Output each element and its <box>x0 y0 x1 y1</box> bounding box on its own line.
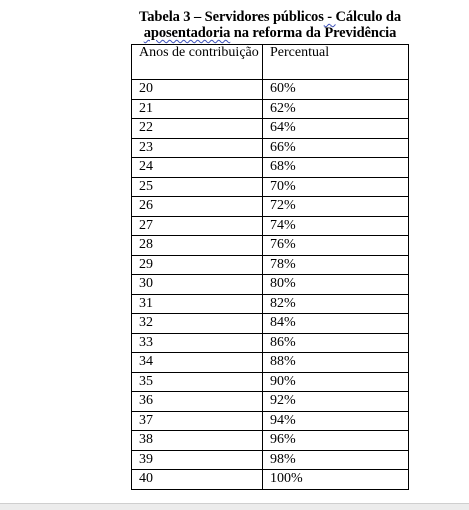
percent-cell: 84% <box>263 314 409 334</box>
table-row <box>132 450 409 470</box>
percent-cell: 92% <box>263 392 409 412</box>
caption-calc: Cálculo da <box>335 9 401 25</box>
percent-cell: 82% <box>263 294 409 314</box>
header-years: Anos de contribuição <box>132 45 263 80</box>
table-row <box>132 294 409 314</box>
percent-cell: 78% <box>263 255 409 275</box>
header-percent: Percentual <box>263 45 409 80</box>
years-cell: 29 <box>132 255 263 275</box>
years-cell: 34 <box>132 353 263 373</box>
percent-cell: 74% <box>263 216 409 236</box>
table-row <box>132 411 409 431</box>
table-row <box>132 177 409 197</box>
years-cell: 27 <box>132 216 263 236</box>
table-row <box>132 138 409 158</box>
table-row <box>132 353 409 373</box>
years-cell: 36 <box>132 392 263 412</box>
percent-cell: 68% <box>263 158 409 178</box>
table-row <box>132 158 409 178</box>
percent-cell: 98% <box>263 450 409 470</box>
percent-cell: 94% <box>263 411 409 431</box>
percent-cell: 76% <box>263 236 409 256</box>
caption-spellcheck-word: aposentadoria <box>143 25 231 41</box>
table-row <box>132 392 409 412</box>
percent-cell: 90% <box>263 372 409 392</box>
table-row <box>132 119 409 139</box>
years-cell: 32 <box>132 314 263 334</box>
caption-dash: - <box>323 9 336 25</box>
caption-subject: Servidores públicos <box>204 9 324 25</box>
table-row <box>132 236 409 256</box>
percent-cell: 62% <box>263 99 409 119</box>
table-row <box>132 314 409 334</box>
years-cell: 25 <box>132 177 263 197</box>
table-row <box>132 333 409 353</box>
percent-cell: 70% <box>263 177 409 197</box>
table-row <box>132 197 409 217</box>
contribution-table <box>131 44 409 490</box>
table-row <box>132 216 409 236</box>
years-cell: 30 <box>132 275 263 295</box>
percent-cell: 86% <box>263 333 409 353</box>
years-cell: 23 <box>132 138 263 158</box>
table-header-row <box>132 45 409 80</box>
caption-suffix: na reforma da Previdência <box>230 25 397 41</box>
years-cell: 40 <box>132 470 263 490</box>
years-cell: 35 <box>132 372 263 392</box>
table-row <box>132 275 409 295</box>
table-row <box>132 80 409 100</box>
table-caption <box>118 9 422 41</box>
percent-cell: 80% <box>263 275 409 295</box>
percent-cell: 88% <box>263 353 409 373</box>
percent-cell: 72% <box>263 197 409 217</box>
years-cell: 37 <box>132 411 263 431</box>
years-cell: 22 <box>132 119 263 139</box>
table-row <box>132 99 409 119</box>
table-body <box>132 80 409 490</box>
years-cell: 31 <box>132 294 263 314</box>
years-cell: 39 <box>132 450 263 470</box>
years-cell: 28 <box>132 236 263 256</box>
years-cell: 21 <box>132 99 263 119</box>
years-cell: 26 <box>132 197 263 217</box>
percent-cell: 100% <box>263 470 409 490</box>
percent-cell: 96% <box>263 431 409 451</box>
percent-cell: 64% <box>263 119 409 139</box>
percent-cell: 66% <box>263 138 409 158</box>
table-row <box>132 470 409 490</box>
percent-cell: 60% <box>263 80 409 100</box>
years-cell: 33 <box>132 333 263 353</box>
years-cell: 24 <box>132 158 263 178</box>
years-cell: 38 <box>132 431 263 451</box>
table-row <box>132 431 409 451</box>
table-row <box>132 255 409 275</box>
caption-prefix: Tabela 3 – <box>139 9 205 25</box>
table-row <box>132 372 409 392</box>
years-cell: 20 <box>132 80 263 100</box>
